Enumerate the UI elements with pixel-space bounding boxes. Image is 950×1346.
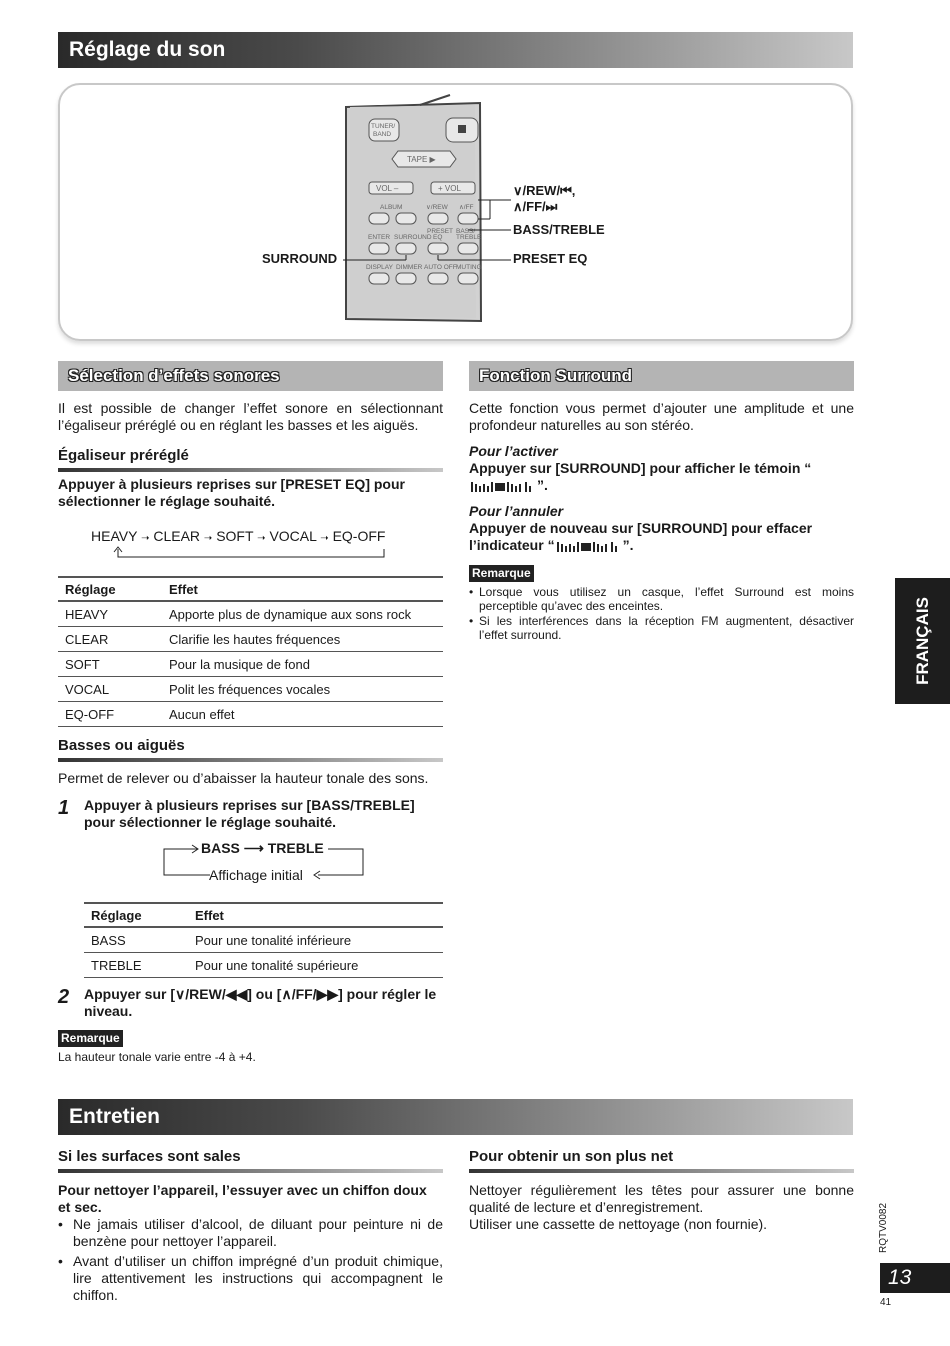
svg-text:ALBUM: ALBUM	[380, 204, 403, 211]
table-row: CLEAR Clarifie les hautes fréquences	[58, 627, 443, 652]
step-1-text: Appuyer à plusieurs reprises sur [BASS/TREBLE] pour sélectionner le réglage souhaité.	[84, 797, 415, 830]
list-item: • Ne jamais utiliser d’alcool, de diluant pour peinture ni de benzène pour nettoyer l’appareil.	[58, 1216, 443, 1249]
step-2-number: 2	[58, 986, 70, 1008]
table-row: BASS Pour une tonalité inférieure	[84, 927, 443, 953]
table-row: TREBLE Pour une tonalité supérieure	[84, 953, 443, 978]
list-item: • Lorsque vous utilisez un casque, l’effet Surround est moins perceptible qu’avec des enceintes.	[469, 585, 854, 613]
heading-egaliseur: Égaliseur préréglé	[58, 447, 189, 464]
section-title-reglage: Réglage du son	[58, 32, 853, 68]
svg-text:∨/REW: ∨/REW	[426, 204, 448, 211]
heading-fonction-surround: Fonction Surround	[469, 361, 854, 391]
section-title-entretien: Entretien	[58, 1099, 853, 1135]
head-cleaning-text: Nettoyer régulièrement les têtes pour assurer une bonne qualité de lecture et d’enregistrement.	[469, 1182, 854, 1215]
surround-indicator-icon	[469, 480, 537, 492]
step-1-number: 1	[58, 797, 70, 819]
remote-label-tuner: TUNER/	[371, 123, 396, 130]
svg-text:BASS/: BASS/	[456, 228, 476, 235]
heading-basses: Basses ou aiguës	[58, 737, 185, 754]
table-row: SOFT Pour la musique de fond	[58, 652, 443, 677]
note-tag-left: Remarque	[58, 1030, 123, 1047]
eq-instruction: Appuyer à plusieurs reprises sur [PRESET EQ] pour sélectionner le réglage souhaité.	[58, 476, 405, 509]
cancel-label: Pour l’annuler	[469, 503, 564, 519]
svg-text:+ VOL: + VOL	[438, 184, 461, 193]
svg-text:DIMMER: DIMMER	[396, 264, 423, 271]
list-item: • Si les interférences dans la réception FM augmentent, désactiver l’effet surround.	[469, 614, 854, 642]
language-tab: FRANÇAIS	[895, 578, 950, 704]
eq-table: Réglage Effet HEAVY Apporte plus de dynamique aux sons rock CLEAR Clarifie les hautes fréquences SOFT Pour la musique de fond VOCAL Polit les fréquences vocales EQ-OFF Aucun effet	[58, 576, 443, 727]
selection-intro: Il est possible de changer l’effet sonore en sélectionnant l’égaliseur préréglé ou en réglant les basses et les aiguës.	[58, 400, 443, 433]
callout-bass-treble: BASS/TREBLE	[513, 222, 605, 237]
basses-intro: Permet de relever ou d’abaisser la hauteur tonale des sons.	[58, 770, 429, 786]
activate-text: Appuyer sur [SURROUND] pour afficher le témoin “”.	[469, 460, 812, 493]
table-row: VOCAL Polit les fréquences vocales	[58, 677, 443, 702]
svg-text:SURROUND: SURROUND	[394, 234, 432, 241]
svg-text:EQ: EQ	[433, 234, 443, 241]
remote-diagram	[60, 85, 851, 339]
table-row: HEAVY Apporte plus de dynamique aux sons rock	[58, 601, 443, 627]
surround-intro: Cette fonction vous permet d’ajouter une amplitude et une profondeur naturelles au son stéréo.	[469, 400, 854, 433]
note-left-text: La hauteur tonale varie entre -4 à +4.	[58, 1050, 256, 1064]
cancel-text: Appuyer de nouveau sur [SURROUND] pour effacer l’indicateur “ ”.	[469, 520, 813, 553]
doc-code: RQTV0082	[878, 1202, 889, 1253]
activate-label: Pour l’activer	[469, 443, 558, 459]
step-2-text: Appuyer sur [∨/REW/◀◀] ou [∧/FF/▶▶] pour régler le niveau.	[84, 986, 437, 1019]
svg-text:VOL –: VOL –	[376, 184, 399, 193]
svg-text:TAPE ▶: TAPE ▶	[407, 155, 436, 164]
svg-text:ENTER: ENTER	[368, 234, 391, 241]
svg-text:BAND: BAND	[373, 131, 392, 138]
svg-text:∧/FF: ∧/FF	[459, 204, 474, 211]
remote-illustration-panel	[58, 83, 853, 341]
page-number: 13	[880, 1263, 950, 1293]
callout-surround: SURROUND	[262, 251, 338, 266]
svg-text:PRESET: PRESET	[427, 228, 454, 235]
heading-surfaces-sales: Si les surfaces sont sales	[58, 1148, 241, 1165]
table-row: EQ-OFF Aucun effet	[58, 702, 443, 727]
list-item: • Avant d’utiliser un chiffon imprégné d’un produit chimique, lire attentivement les instructions qui accompagnent le chiffon.	[58, 1253, 443, 1303]
svg-text:AUTO OFF: AUTO OFF	[424, 264, 457, 271]
eq-cycle-return-arrow	[110, 546, 390, 560]
note-tag-right: Remarque	[469, 565, 534, 582]
callout-preset-eq: PRESET EQ	[513, 251, 588, 266]
heading-son-plus-net: Pour obtenir un son plus net	[469, 1148, 674, 1165]
svg-text:DISPLAY: DISPLAY	[366, 264, 393, 271]
bass-table: Réglage Effet BASS Pour une tonalité inférieure TREBLE Pour une tonalité supérieure	[84, 902, 443, 978]
callout-rew-ff: ∨/REW/⏮, ∧/FF/⏭	[513, 183, 576, 214]
bass-cycle-bottom: Affichage initial	[209, 867, 303, 883]
bass-cycle-top: BASS ⟶ TREBLE	[201, 840, 324, 856]
cleaning-bold: Pour nettoyer l’appareil, l’essuyer avec un chiffon doux et sec.	[58, 1182, 427, 1215]
surround-indicator-icon	[555, 540, 623, 552]
heading-selection-effets: Sélection d’effets sonores	[58, 361, 443, 391]
svg-text:TREBLE: TREBLE	[456, 234, 482, 241]
head-cleaning-text-2: Utiliser une cassette de nettoyage (non fournie).	[469, 1216, 768, 1232]
page-number-small: 41	[880, 1297, 892, 1308]
eq-cycle: HEAVY ➝ CLEAR ➝ SOFT ➝ VOCAL ➝ EQ-OFF	[91, 528, 386, 544]
svg-text:MUTING: MUTING	[456, 264, 482, 271]
